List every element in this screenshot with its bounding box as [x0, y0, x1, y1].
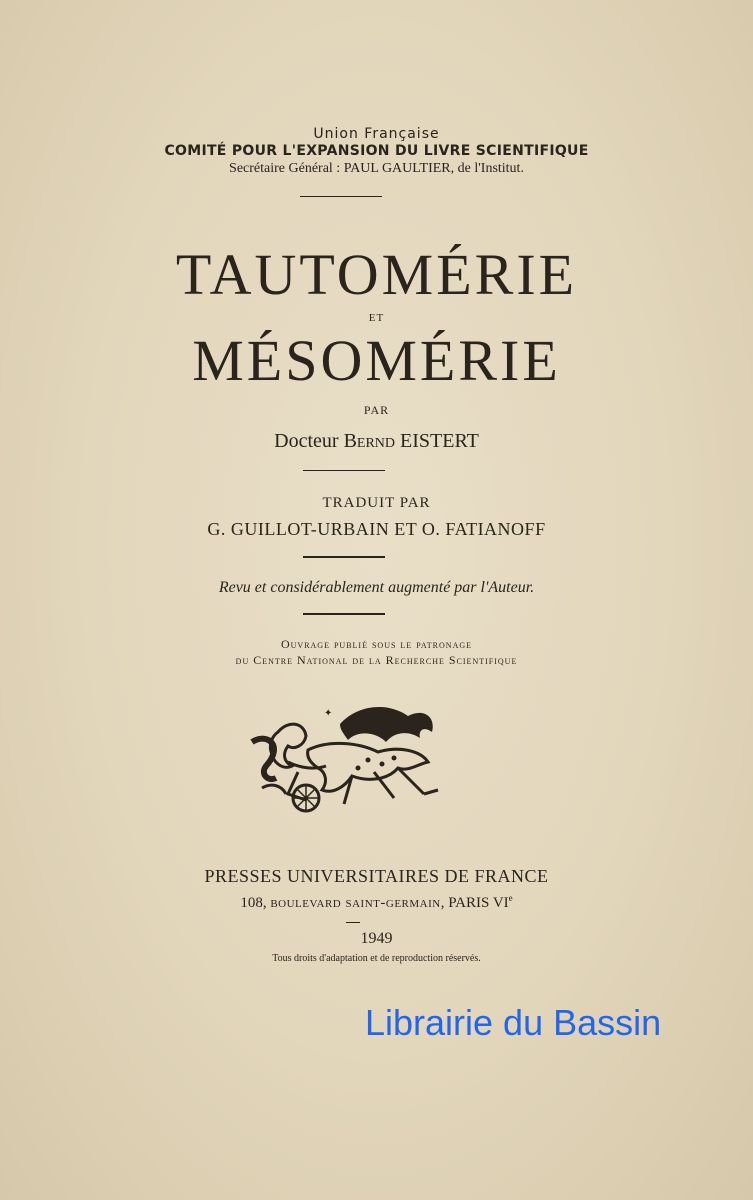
- author-line: [0, 430, 753, 453]
- author-last-name: EISTERT: [395, 430, 479, 452]
- header-union: Union Française: [313, 126, 440, 142]
- divider: [303, 556, 385, 558]
- divider: [303, 470, 385, 471]
- header-committee: COMITÉ POUR L'EXPANSION DU LIVRE SCIENTIFIQUE: [164, 143, 589, 159]
- header-secretary: [0, 161, 753, 177]
- publication-year: 1949: [360, 930, 393, 947]
- author-prefix: Docteur: [274, 430, 344, 452]
- title-conjunction: ET: [368, 312, 385, 324]
- address-city: , PARIS VI: [440, 895, 509, 911]
- divider: [300, 196, 382, 197]
- translated-by: TRADUIT PAR: [322, 495, 431, 511]
- patronage-line-1: Ouvrage publié sous le patronage: [280, 637, 473, 651]
- publisher-name: PRESSES UNIVERSITAIRES DE FRANCE: [204, 866, 549, 886]
- secretary-prefix: Secrétaire Général :: [229, 161, 344, 176]
- author-by: PAR: [363, 403, 390, 417]
- revision-note: Revu et considérablement augmenté par l'Auteur.: [218, 579, 535, 596]
- publisher-address: [0, 893, 753, 912]
- secretary-suffix: , de l'Institut.: [450, 161, 524, 176]
- svg-text:✦: ✦: [324, 708, 333, 719]
- title-line-1: TAUTOMÉRIE: [175, 242, 578, 307]
- author-first-name: Bernd: [343, 430, 396, 452]
- rights-notice: Tous droits d'adaptation et de reproduction réservés.: [272, 953, 481, 964]
- title-line-2: MÉSOMÉRIE: [192, 328, 561, 393]
- divider: [346, 922, 360, 923]
- bookseller-watermark: Librairie du Bassin: [365, 1002, 662, 1043]
- horse-chariot-emblem-icon: [248, 702, 452, 814]
- translators: G. GUILLOT-URBAIN ET O. FATIANOFF: [207, 519, 546, 539]
- address-number: 108,: [240, 895, 271, 911]
- secretary-name: PAUL GAULTIER: [343, 161, 451, 176]
- divider: [303, 613, 385, 615]
- address-city-sup: e: [508, 893, 513, 903]
- address-street: boulevard saint-germain: [270, 895, 441, 911]
- patronage-line-2: du Centre National de la Recherche Scientifique: [235, 653, 518, 667]
